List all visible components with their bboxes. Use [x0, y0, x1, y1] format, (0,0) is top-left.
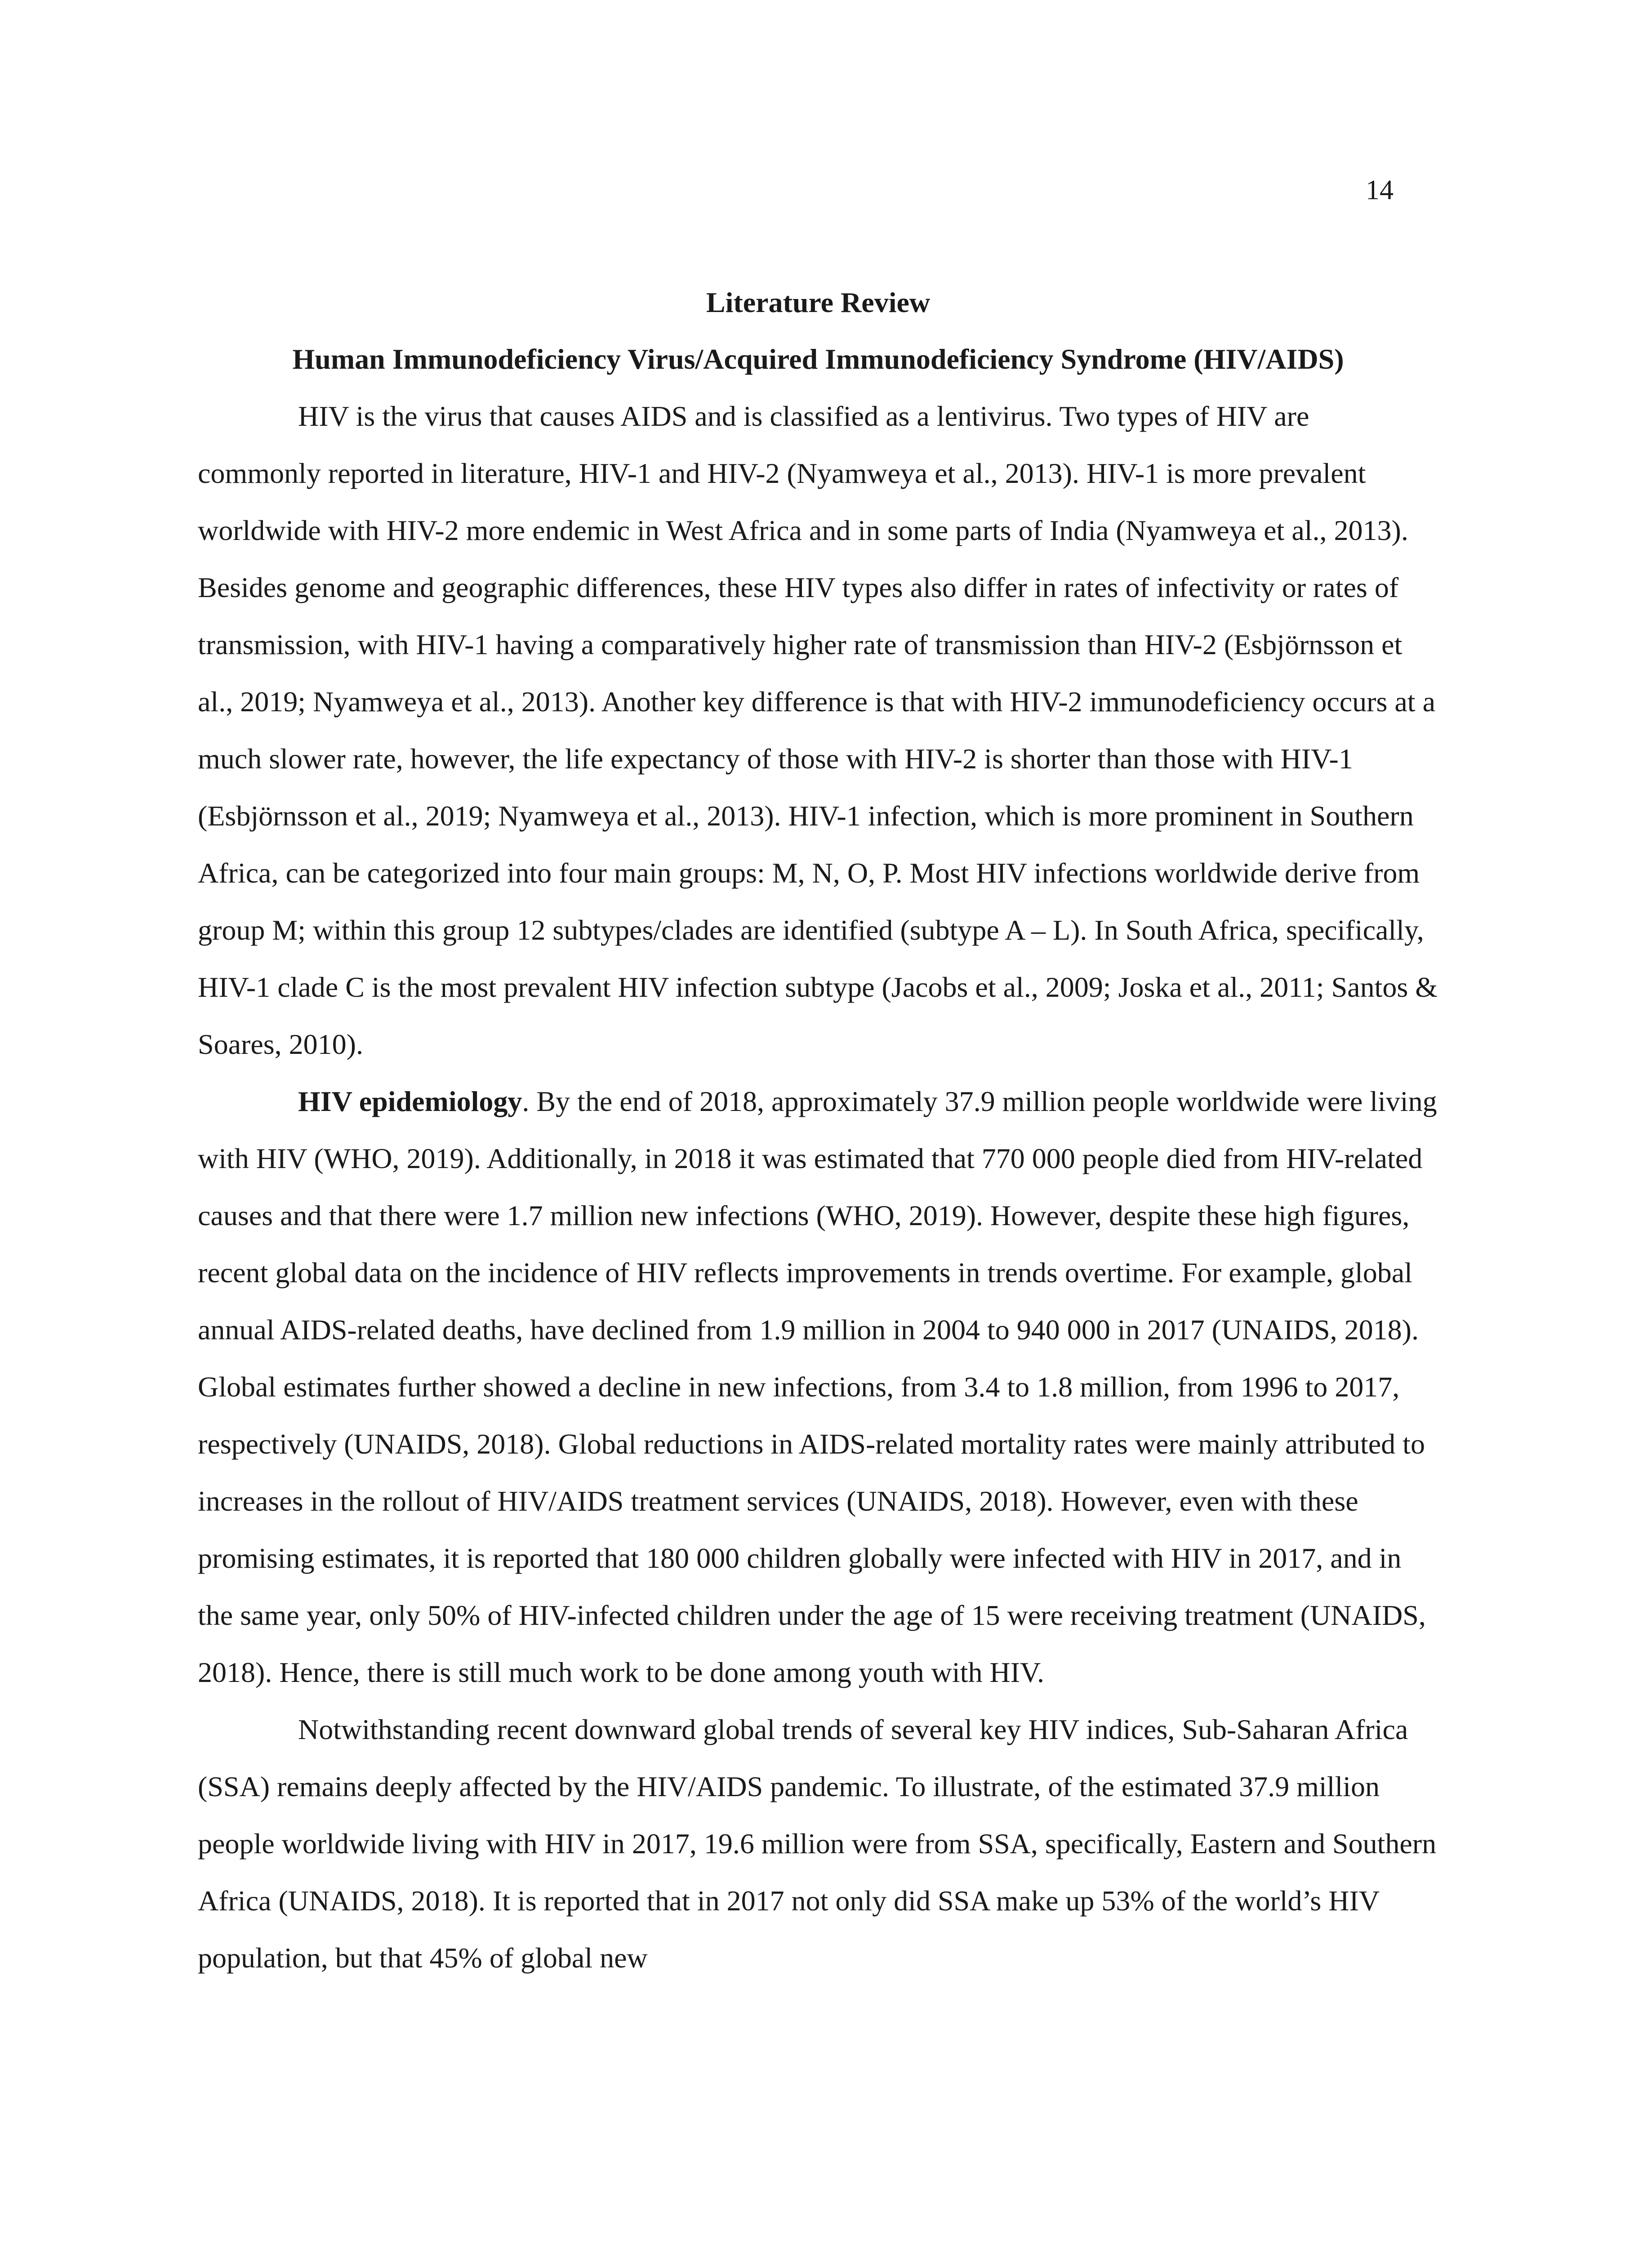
page-content — [198, 274, 1438, 1986]
run-in-heading-hiv-epidemiology: HIV epidemiology — [298, 1085, 522, 1117]
section-heading: Literature Review — [706, 286, 931, 318]
paragraph-ssa-burden: Notwithstanding recent downward global trends of several key HIV indices, Sub-Saharan Africa (SSA) remains deeply affected by the HIV/AIDS pandemic. To illustrate, of the estimated 37.9 million people worldwide living with HIV in 2017, 19.6 million were from SSA, specifically, Eastern and Southern Africa (UNAIDS, 2018). It is reported that in 2017 not only did SSA make up 53% of the world’s HIV population, but that 45% of global new — [198, 1713, 1437, 1974]
paragraph-hiv-types: HIV is the virus that causes AIDS and is classified as a lentivirus. Two types of HIV are commonly reported in literature, HIV-1 and HIV-2 (Nyamweya et al., 2013). HIV-1 is more prevalent worldwide with HIV-2 more endemic in West Africa and in some parts of India (Nyamweya et al., 2013). Besides genome and geographic differences, these HIV types also differ in rates of infectivity or rates of transmission, with HIV-1 having a comparatively higher rate of transmission than HIV-2 (Esbjörnsson et al., 2019; Nyamweya et al., 2013). Another key difference is that with HIV-2 immunodeficiency occurs at a much slower rate, however, the life expectancy of those with HIV-2 is shorter than those with HIV-1 (Esbjörnsson et al., 2019; Nyamweya et al., 2013). HIV-1 infection, which is more prominent in Southern Africa, can be categorized into four main groups: M, N, O, P. Most HIV infections worldwide derive from group M; within this group 12 subtypes/clades are identified (subtype A – L). In South Africa, specifically, HIV-1 clade C is the most prevalent HIV infection subtype (Jacobs et al., 2009; Joska et al., 2011; Santos & Soares, 2010). — [198, 400, 1438, 1060]
subsection-heading: Human Immunodeficiency Virus/Acquired Immunodeficiency Syndrome (HIV/AIDS) — [292, 343, 1344, 375]
paragraph-hiv-epidemiology — [198, 1073, 1438, 1701]
paragraph-hiv-epidemiology-body: . By the end of 2018, approximately 37.9 million people worldwide were living with HIV (WHO, 2019). Additionally, in 2018 it was estimated that 770 000 people died from HIV-related causes and that there were 1.7 million new infections (WHO, 2019). However, despite these high figures, recent global data on the incidence of HIV reflects improvements in trends overtime. For example, global annual AIDS-related deaths, have declined from 1.9 million in 2004 to 940 000 in 2017 (UNAIDS, 2018). Global estimates further showed a decline in new infections, from 3.4 to 1.8 million, from 1996 to 2017, respectively (UNAIDS, 2018). Global reductions in AIDS-related mortality rates were mainly attributed to increases in the rollout of HIV/AIDS treatment services (UNAIDS, 2018). However, even with these promising estimates, it is reported that 180 000 children globally were infected with HIV in 2017, and in the same year, only 50% of HIV-infected children under the age of 15 were receiving treatment (UNAIDS, 2018). Hence, there is still much work to be done among youth with HIV. — [198, 1085, 1437, 1688]
page-number: 14 — [1366, 175, 1394, 205]
